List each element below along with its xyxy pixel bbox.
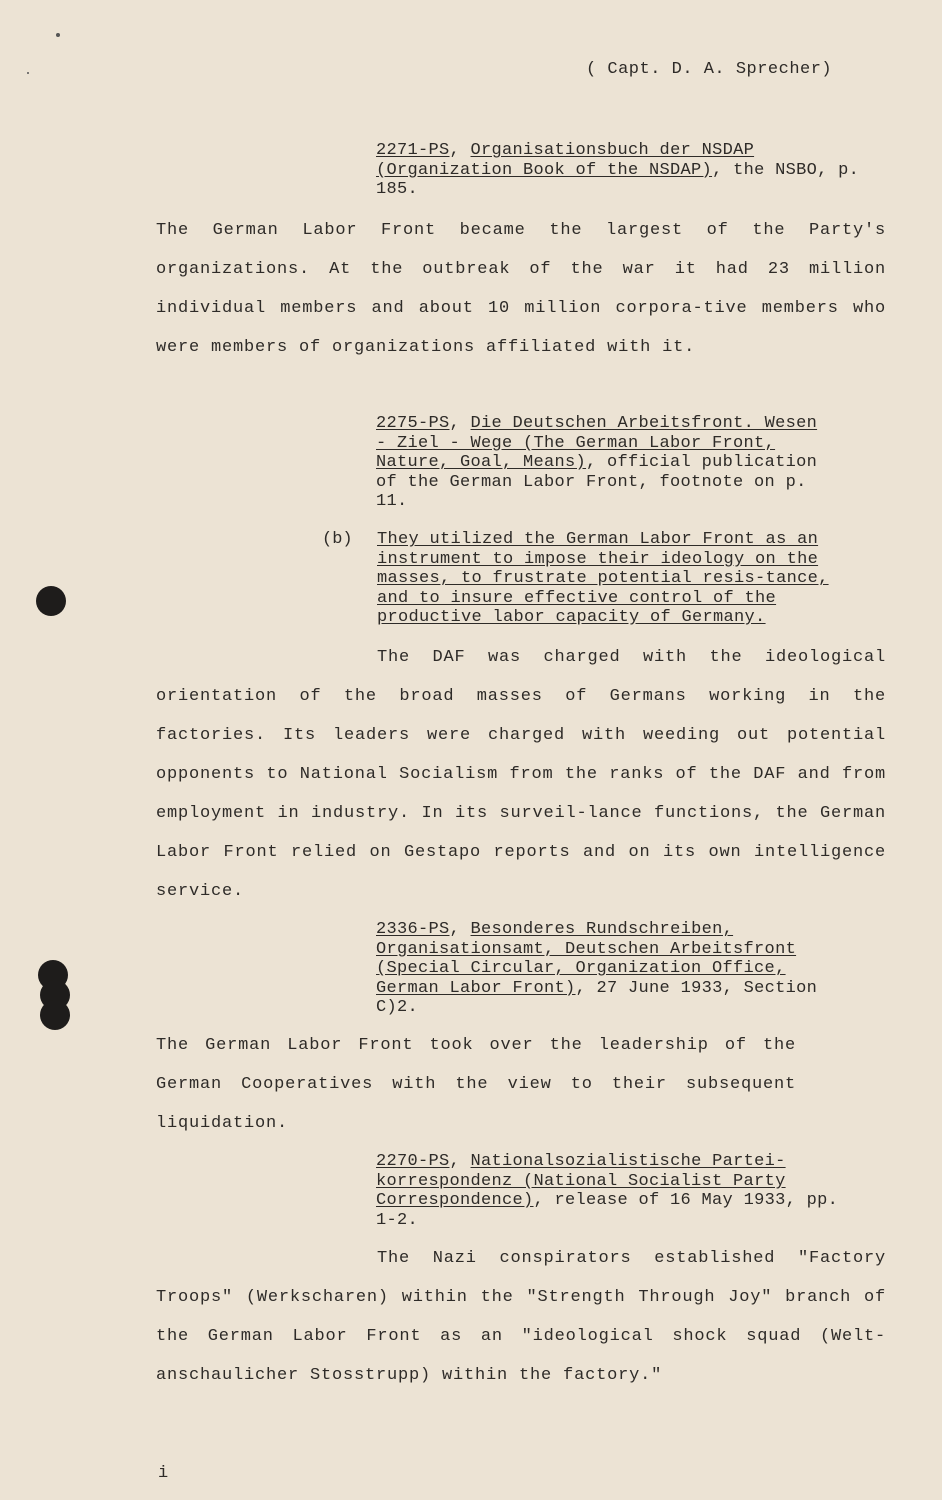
citation-title: Organisationsbuch der NSDAP (Organization Book of the NSDAP) — [376, 141, 755, 180]
speaker-attribution: ( Capt. D. A. Sprecher) — [586, 60, 833, 79]
punch-hole-bottom-3 — [40, 1000, 70, 1030]
citation-detail: , official publication of the German Labor Front, footnote on p. 11. — [376, 453, 818, 511]
section-b-heading: They utilized the German Labor Front as an instrument to impose their ideology on the masses, to frustrate potential resis-tance, and to insure effective control of the productive labor capacity of Germany. — [377, 530, 829, 627]
paragraph-labor-front-size: The German Labor Front became the largest of the Party's organizations. At the outbreak of the war it had 23 million individual members and about 10 million corpora-tive members who were members of organizations affiliated with it. — [156, 221, 886, 357]
citation-2275-ps: 2275-PS, Die Deutschen Arbeitsfront. Wesen - Ziel - Wege (The German Labor Front, Nature, Goal, Means), official publication of the German Labor Front, footnote on p. 11. — [376, 414, 818, 511]
paper-speck — [56, 33, 60, 37]
citation-code: 2270-PS — [376, 1152, 450, 1171]
citation-code: 2271-PS — [376, 141, 450, 160]
paragraph-cooperatives: The German Labor Front took over the leadership of the German Cooperatives with the view to their subsequent liquidation. — [156, 1036, 796, 1133]
citation-detail: , release of 16 May 1933, pp. 1-2. — [376, 1191, 839, 1230]
paragraph-factory-troops: The Nazi conspirators established "Factory Troops" (Werkscharen) within the "Strength Through Joy" branch of the German Labor Front as an "ideological shock squad (Welt-anschaulicher Stosstrupp) within the factory." — [156, 1249, 886, 1385]
paragraph-daf-orientation: The DAF was charged with the ideological orientation of the broad masses of Germans working in the factories. Its leaders were charged with weeding out potential opponents to National Socialism from the ranks of the DAF and from employment in industry. In its surveil-lance functions, the German Labor Front relied on Gestapo reports and on its own intelligence service. — [156, 648, 886, 901]
citation-2336-ps: 2336-PS, Besonderes Rundschreiben, Organisationsamt, Deutschen Arbeitsfront (Special Circular, Organization Office, German Labor Front), 27 June 1933, Section C)2. — [376, 920, 818, 1017]
citation-title: Besonderes Rundschreiben, Organisationsamt, Deutschen Arbeitsfront (Special Circular, Organization Office, German Labor Front) — [376, 920, 797, 998]
citation-detail: , the NSBO, p. 185. — [376, 160, 860, 199]
paper-speck — [27, 72, 29, 74]
citation-code: 2336-PS — [376, 920, 450, 939]
citation-detail: , 27 June 1933, Section C)2. — [376, 978, 818, 1017]
citation-2270-ps: 2270-PS, Nationalsozialistische Partei-korrespondenz (National Socialist Party Correspondence), release of 16 May 1933, pp. 1-2. — [376, 1152, 839, 1230]
page-number: i — [158, 1464, 169, 1483]
section-marker-b: (b) — [322, 530, 353, 549]
citation-title: Die Deutschen Arbeitsfront. Wesen - Ziel - Wege (The German Labor Front, Nature, Goal, Means) — [376, 414, 818, 472]
punch-hole-top — [36, 586, 66, 616]
citation-title: Nationalsozialistische Partei-korrespondenz (National Socialist Party Correspondence) — [376, 1152, 786, 1210]
citation-code: 2275-PS — [376, 414, 450, 433]
citation-2271-ps: 2271-PS, Organisationsbuch der NSDAP (Organization Book of the NSDAP), the NSBO, p. 185. — [376, 141, 860, 199]
